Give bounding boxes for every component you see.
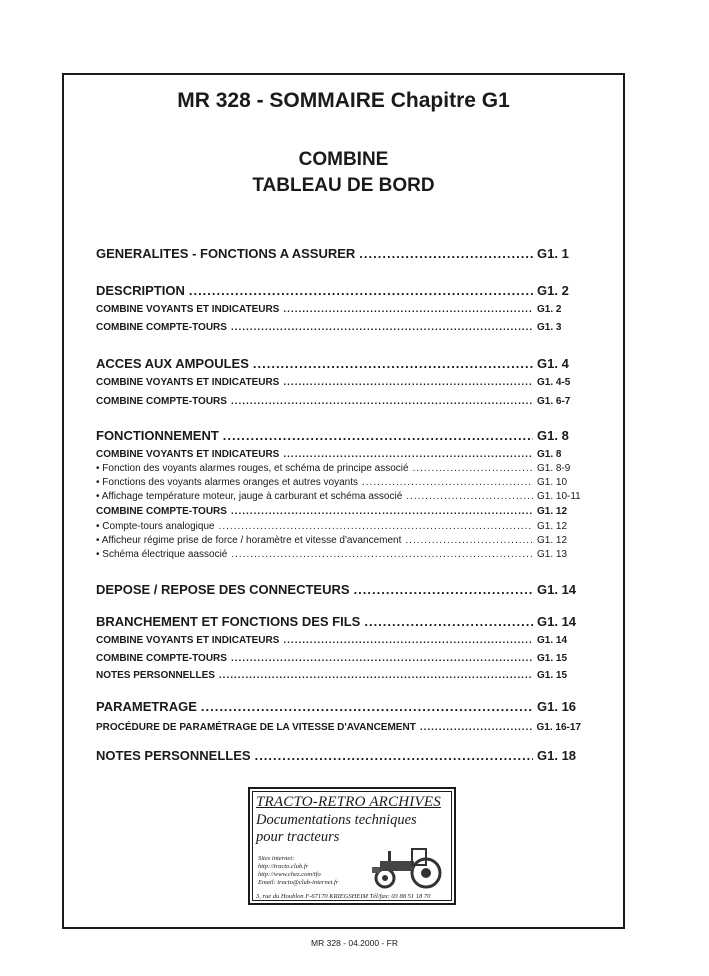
toc-entry-page: G1. 14: [537, 582, 577, 597]
toc-entry-page: G1. 14: [537, 614, 577, 629]
toc-entry-label: COMBINE COMPTE-TOURS: [96, 396, 227, 407]
toc-entry-page: G1. 8: [537, 449, 562, 460]
toc-entry-label: • Affichage température moteur, jauge à carburant et schéma associé: [96, 491, 403, 502]
stamp-site-1: http://tracto.club.fr: [258, 863, 309, 870]
toc-entry-page: G1. 14: [537, 635, 568, 646]
toc-entry-page: G1. 4: [537, 356, 569, 371]
toc-leader-dots: [354, 582, 533, 597]
toc-entry: [96, 653, 581, 664]
toc-entry: [96, 283, 581, 298]
toc-entry-page: G1. 4-5: [537, 377, 571, 388]
toc-leader-dots: [201, 699, 533, 714]
toc-leader-dots: [189, 283, 533, 298]
toc-entry-page: G1. 1: [537, 246, 569, 261]
toc-leader-dots: [362, 477, 533, 488]
toc-entry-label: GENERALITES - FONCTIONS A ASSURER: [96, 246, 356, 261]
stamp-line-1: Documentations techniques: [256, 812, 417, 828]
toc-entry-label: PROCÉDURE DE PARAMÉTRAGE DE LA VITESSE D'AVANCEMENT: [96, 722, 416, 733]
toc-entry-page: G1. 18: [537, 748, 577, 763]
toc-entry-label: COMBINE VOYANTS ET INDICATEURS: [96, 304, 280, 315]
toc-entry-label: COMBINE VOYANTS ET INDICATEURS: [96, 377, 280, 388]
toc-leader-dots: [231, 396, 533, 407]
toc-leader-dots: [413, 463, 533, 474]
toc-entry-page: G1. 2: [537, 304, 562, 315]
tractor-illustration: [368, 841, 446, 889]
toc-entry-label: • Compte-tours analogique: [96, 521, 215, 532]
toc-entry: [96, 722, 581, 733]
toc-entry: [96, 463, 581, 474]
toc-entry-page: G1. 3: [537, 322, 562, 333]
toc-leader-dots: [231, 322, 533, 333]
toc-entry-label: COMBINE COMPTE-TOURS: [96, 322, 227, 333]
toc-entry: [96, 670, 581, 681]
toc-entry: [96, 549, 581, 560]
toc-entry-page: G1. 10: [537, 477, 568, 488]
section-title-line-1: COMBINE: [298, 149, 389, 170]
section-title-line-2: TABLEAU DE BORD: [252, 175, 435, 196]
stamp-address: 3, rue du Houblon F-67170 KRIEGSHEIM Tél/fax: 03 88 51 18 70: [256, 893, 431, 900]
toc-entry-label: COMBINE COMPTE-TOURS: [96, 506, 227, 517]
toc-leader-dots: [219, 521, 533, 532]
toc-entry-label: COMBINE COMPTE-TOURS: [96, 653, 227, 664]
toc-entry-label: BRANCHEMENT ET FONCTIONS DES FILS: [96, 614, 361, 629]
stamp-sites-label: Sites internet:: [258, 855, 295, 862]
toc-entry-label: • Fonctions des voyants alarmes oranges et autres voyants: [96, 477, 358, 488]
toc-leader-dots: [219, 670, 533, 681]
page-title: MR 328 - SOMMAIRE Chapitre G1: [177, 89, 510, 112]
archive-stamp: [248, 787, 456, 905]
toc-entry: [96, 491, 581, 502]
toc-entry-label: NOTES PERSONNELLES: [96, 748, 251, 763]
toc-leader-dots: [283, 449, 533, 460]
toc-entry: [96, 582, 581, 597]
toc-entry: [96, 356, 581, 371]
toc-leader-dots: [283, 304, 533, 315]
page-footer: MR 328 - 04.2000 - FR: [311, 938, 398, 948]
toc-entry-page: G1. 2: [537, 283, 569, 298]
toc-entry-page: G1. 15: [537, 653, 568, 664]
toc-entry-page: G1. 16-17: [536, 722, 581, 733]
stamp-site-2: http://www.chez.com/tfo: [258, 871, 321, 878]
toc-leader-dots: [255, 748, 533, 763]
toc-entry-page: G1. 8-9: [537, 463, 571, 474]
toc-entry-page: G1. 12: [537, 521, 568, 532]
toc-entry-label: FONCTIONNEMENT: [96, 428, 219, 443]
toc-leader-dots: [420, 722, 533, 733]
toc-entry: [96, 521, 581, 532]
toc-entry: [96, 449, 581, 460]
toc-entry-label: PARAMETRAGE: [96, 699, 197, 714]
toc-leader-dots: [406, 491, 533, 502]
toc-entry-label: • Fonction des voyants alarmes rouges, et schéma de principe associé: [96, 463, 409, 474]
stamp-line-2: pour tracteurs: [256, 829, 340, 845]
toc-leader-dots: [359, 246, 533, 261]
toc-entry: [96, 699, 581, 714]
toc-entry: [96, 535, 581, 546]
toc-leader-dots: [253, 356, 533, 371]
section-title: [62, 147, 625, 199]
toc-entry-label: COMBINE VOYANTS ET INDICATEURS: [96, 635, 280, 646]
stamp-email: Email: tracto@club-internet.fr: [258, 879, 339, 886]
toc-entry: [96, 477, 581, 488]
toc-entry-page: G1. 6-7: [537, 396, 571, 407]
toc-entry: [96, 748, 581, 763]
toc-entry-page: G1. 13: [537, 549, 568, 560]
toc-entry-label: • Schéma électrique aassocié: [96, 549, 228, 560]
toc-entry-label: DESCRIPTION: [96, 283, 185, 298]
toc-entry: [96, 614, 581, 629]
toc-leader-dots: [405, 535, 533, 546]
toc-entry-label: NOTES PERSONNELLES: [96, 670, 215, 681]
toc-leader-dots: [283, 635, 533, 646]
toc-entry: [96, 396, 581, 407]
toc-leader-dots: [231, 549, 533, 560]
toc-entry-page: G1. 8: [537, 428, 569, 443]
toc-entry-page: G1. 10-11: [537, 491, 581, 502]
toc-entry: [96, 246, 581, 261]
toc-leader-dots: [364, 614, 533, 629]
toc-entry-page: G1. 12: [537, 535, 568, 546]
toc-entry-page: G1. 15: [537, 670, 568, 681]
toc-entry: [96, 322, 581, 333]
toc-entry-label: • Afficheur régime prise de force / horamètre et vitesse d'avancement: [96, 535, 402, 546]
toc-entry: [96, 304, 581, 315]
toc-leader-dots: [223, 428, 533, 443]
toc-entry-label: DEPOSE / REPOSE DES CONNECTEURS: [96, 582, 350, 597]
toc-entry: [96, 635, 581, 646]
toc-entry: [96, 377, 581, 388]
toc-entry-page: G1. 16: [537, 699, 577, 714]
toc-entry-label: ACCES AUX AMPOULES: [96, 356, 249, 371]
toc-leader-dots: [231, 506, 533, 517]
toc-entry-page: G1. 12: [537, 506, 568, 517]
toc-entry-label: COMBINE VOYANTS ET INDICATEURS: [96, 449, 280, 460]
stamp-heading: TRACTO-RETRO ARCHIVES: [256, 794, 441, 810]
toc-entry: [96, 428, 581, 443]
toc-leader-dots: [231, 653, 533, 664]
toc-leader-dots: [283, 377, 533, 388]
toc-entry: [96, 506, 581, 517]
